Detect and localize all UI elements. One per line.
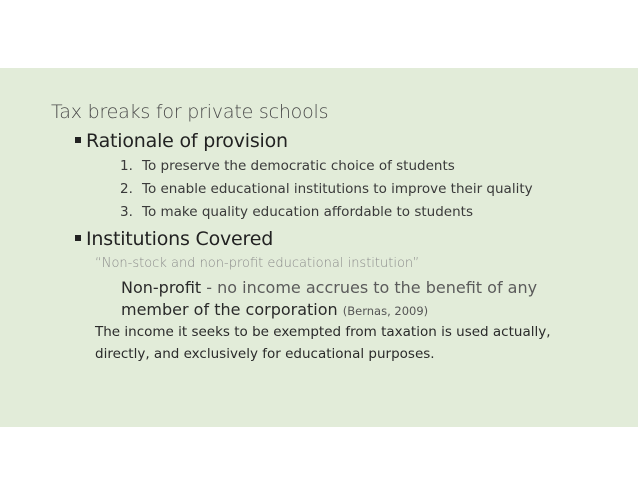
list-item <box>120 181 533 197</box>
list-item-text: To enable educational institutions to improve their quality <box>142 181 533 197</box>
exemption-paragraph-line2: directly, and exclusively for educational purposes. <box>95 346 435 362</box>
institutions-heading-text: Institutions Covered <box>86 228 274 250</box>
list-item-text: To preserve the democratic choice of students <box>142 158 455 174</box>
exemption-paragraph-line1: The income it seeks to be exempted from taxation is used actually, <box>95 324 551 340</box>
slide-title: Tax breaks for private schools <box>51 101 329 123</box>
list-item <box>120 158 455 174</box>
rationale-heading-text: Rationale of provision <box>86 130 288 152</box>
list-item-text: To make quality education affordable to students <box>142 204 474 220</box>
list-item-number: 2. <box>120 181 133 197</box>
list-item-number: 1. <box>120 158 133 174</box>
square-bullet-icon <box>75 137 81 143</box>
nonprofit-definition-line2 <box>121 299 428 322</box>
nonprofit-definition-continuation: member of the corporation <box>121 300 343 319</box>
institutions-heading <box>75 228 273 250</box>
nonprofit-definition-text: - no income accrues to the benefit of any <box>201 278 538 297</box>
nonprofit-definition-line1 <box>121 277 537 299</box>
list-item-number: 3. <box>120 204 133 220</box>
nonprofit-term: Non-profit <box>121 278 202 297</box>
institution-quote: “Non-stock and non-profit educational institution” <box>95 256 420 271</box>
square-bullet-icon <box>75 235 81 241</box>
citation: (Bernas, 2009) <box>342 304 429 318</box>
list-item <box>120 204 473 220</box>
rationale-heading <box>75 130 288 152</box>
